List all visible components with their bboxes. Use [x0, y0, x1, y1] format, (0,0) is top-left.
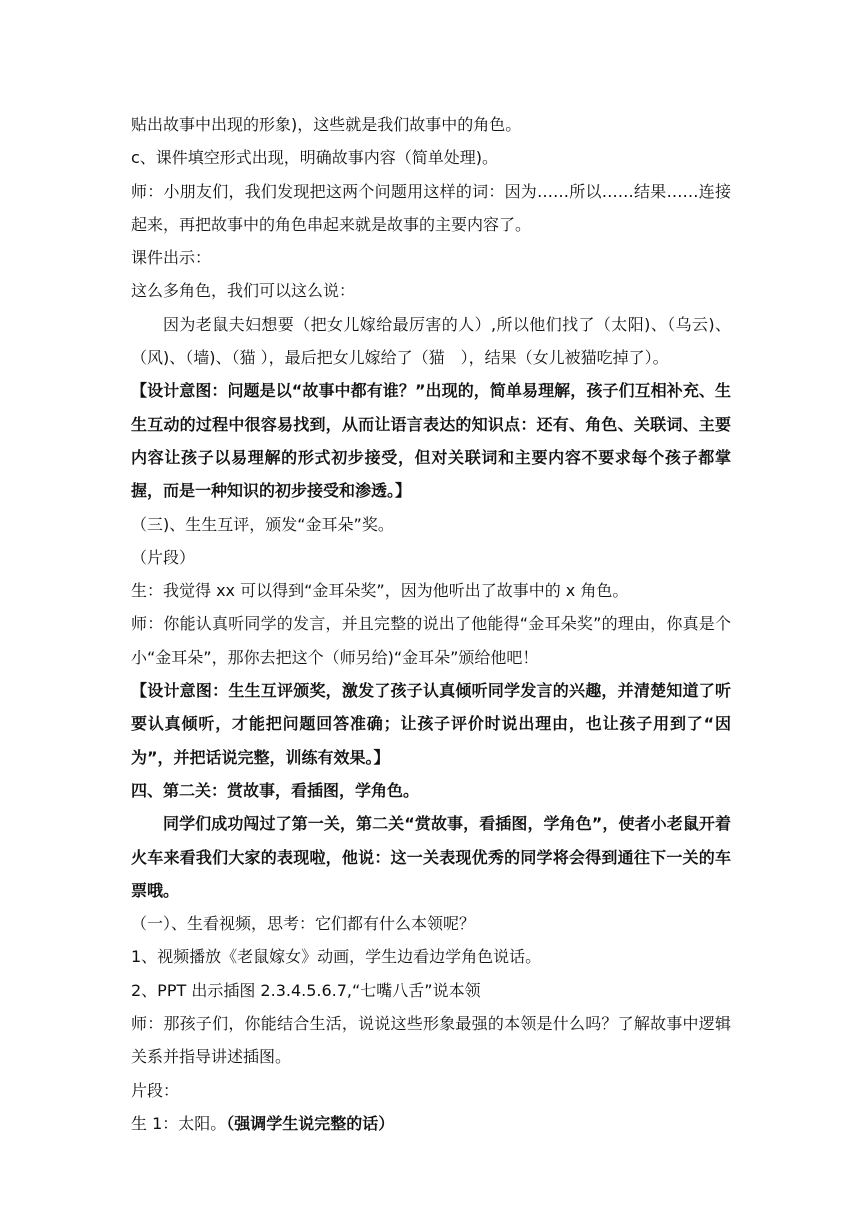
student-line-1: 生：我觉得 xx 可以得到“金耳朵奖”，因为他听出了故事中的 x 角色。 [131, 581, 629, 601]
step-1: 1、视频播放《老鼠嫁女》动画，学生边看边学角色说话。 [131, 947, 542, 967]
student-line-2-emphasis: （强调学生说完整的话） [226, 1113, 395, 1133]
step-2: 2、PPT 出示插图 2.3.4.5.6.7,“七嘴八舌”说本领 [131, 980, 481, 1000]
paragraph-6: 因为老鼠夫妇想要（把女儿嫁给最厉害的人）,所以他们找了（太阳)、（乌云)、（风)、（墙)、（猫 ），最后把女儿嫁给了（猫 ），结果（女儿被猫吃掉了）。 [131, 314, 731, 368]
section-4-heading: 四、第二关：赏故事，看插图，学角色。 [131, 780, 420, 800]
paragraph-5: 这么多角色，我们可以这么说： [131, 281, 356, 301]
document-body [131, 108, 731, 1140]
paragraph-4: 课件出示： [131, 248, 212, 268]
paragraph-1: 贴出故事中出现的形象)，这些就是我们故事中的角色。 [131, 115, 522, 134]
excerpt-label-2: 片段： [131, 1080, 180, 1100]
student-line-2 [131, 1107, 731, 1140]
teacher-line-2: 师：那孩子们，你能结合生活，说说这些形象最强的本领是什么吗？了解故事中逻辑关系并指导讲述插图。 [131, 1014, 731, 1067]
design-intent-2: 【设计意图：生生互评颁奖，激发了孩子认真倾听同学发言的兴趣，并清楚知道了听要认真倾听，才能把问题回答准确；让孩子评价时说出理由，也让孩子用到了“因为”，并把话说完整，训练有效果。】 [131, 681, 731, 767]
teacher-line-1: 师：你能认真听同学的发言，并且完整的说出了他能得“金耳朵奖”的理由，你真是个小“金耳朵”，那你去把这个（师另给)“金耳朵”颁给他吧！ [131, 614, 731, 667]
paragraph-2: c、课件填空形式出现，明确故事内容（简单处理)。 [131, 148, 499, 168]
section-4-intro: 同学们成功闯过了第一关，第二关“赏故事，看插图，学角色”，使者小老鼠开着火车来看我们大家的表现啦，他说：这一关表现优秀的同学将会得到通往下一关的车票哦。 [131, 814, 731, 900]
design-intent-1: 【设计意图：问题是以“故事中都有谁？”出现的，简单易理解，孩子们互相补充、生生互动的过程中很容易找到，从而让语言表达的知识点：还有、角色、关联词、主要内容让孩子以易理解的形式初步接受，但对关联词和主要内容不要求每个孩子都掌握，而是一种知识的初步接受和渗透。】 [131, 381, 731, 501]
excerpt-label-1: （片段） [131, 547, 196, 567]
paragraph-3: 师：小朋友们，我们发现把这两个问题用这样的词：因为……所以……结果……连接起来，再把故事中的角色串起来就是故事的主要内容了。 [131, 181, 731, 234]
section-3-heading: （三)、生生互评，颁发“金耳朵”奖。 [131, 514, 394, 534]
subsection-1-heading: （一）、生看视频，思考：它们都有什么本领呢？ [131, 914, 476, 934]
student-line-2-text: 生 1：太阳。 [131, 1113, 227, 1133]
